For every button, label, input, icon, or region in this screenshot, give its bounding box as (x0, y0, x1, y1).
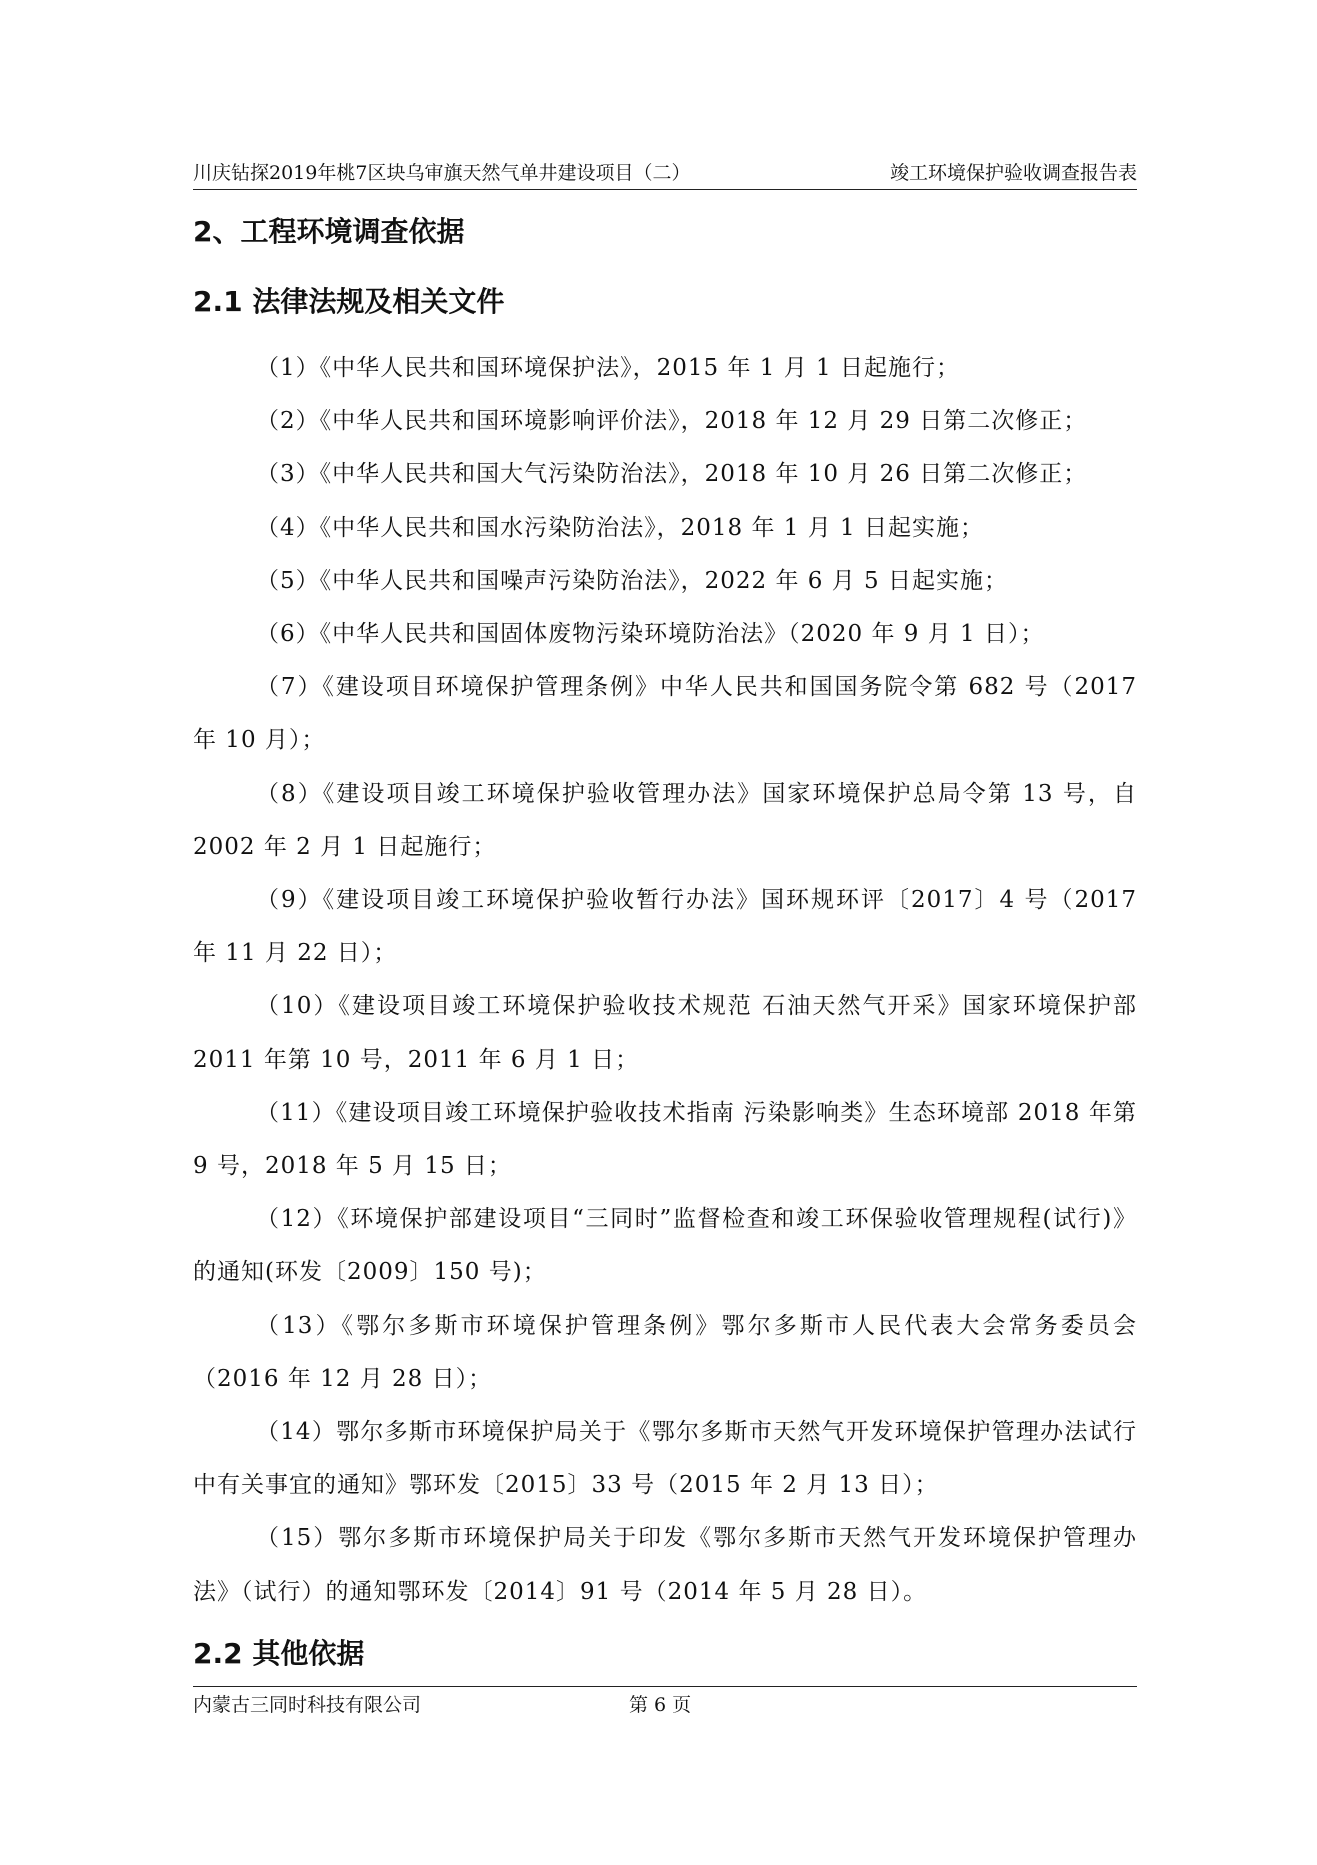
list-item: （11）《建设项目竣工环境保护验收技术指南 污染影响类》生态环境部 2018 年第 9 号，2018 年 5 月 15 日； (193, 1099, 1137, 1180)
list-item: （9）《建设项目竣工环境保护验收暂行办法》国环规环评〔2017〕4 号（2017 年 11 月 22 日）； (193, 887, 1137, 967)
list-item: （15）鄂尔多斯市环境保护局关于印发《鄂尔多斯市天然气开发环境保护管理办法》（试行）的通知鄂环发〔2014〕91 号（2014 年 5 月 28 日）。 (193, 1525, 1137, 1605)
list-item: （8）《建设项目竣工环境保护验收管理办法》国家环境保护总局令第 13 号，自 2002 年 2 月 1 日起施行； (193, 780, 1137, 860)
list-item: （1）《中华人民共和国环境保护法》，2015 年 1 月 1 日起施行； (256, 355, 960, 381)
header-report-type: 竣工环境保护验收调查报告表 (889, 162, 1137, 184)
page-header (193, 160, 1137, 186)
section-title: 2、工程环境调查依据 (193, 215, 465, 248)
header-project-title: 川庆钻探2019年桃7区块乌审旗天然气单井建设项目（二） (193, 162, 691, 184)
footer-company: 内蒙古三同时科技有限公司 (193, 1694, 422, 1716)
list-item: （10）《建设项目竣工环境保护验收技术规范 石油天然气开采》国家环境保护部 2011 年第 10 号，2011 年 6 月 1 日； (193, 993, 1137, 1073)
page-footer (193, 1692, 1137, 1718)
subsection-title-laws: 2.1 法律法规及相关文件 (193, 285, 505, 318)
list-item: （2）《中华人民共和国环境影响评价法》，2018 年 12 月 29 日第二次修正； (256, 408, 1088, 435)
list-item: （5）《中华人民共和国噪声污染防治法》，2022 年 6 月 5 日起实施； (256, 567, 1008, 594)
list-item: （14）鄂尔多斯市环境保护局关于《鄂尔多斯市天然气开发环境保护管理办法试行中有关事宜的通知》鄂环发〔2015〕33 号（2015 年 2 月 13 日）； (193, 1419, 1137, 1499)
list-item: （7）《建设项目环境保护管理条例》中华人民共和国国务院令第 682 号（2017 年 10 月）； (193, 674, 1137, 754)
footer-divider (193, 1686, 1137, 1687)
subsection-title-other: 2.2 其他依据 (193, 1637, 365, 1670)
list-item: （3）《中华人民共和国大气污染防治法》，2018 年 10 月 26 日第二次修正； (256, 461, 1088, 488)
list-item: （12）《环境保护部建设项目“三同时”监督检查和竣工环保验收管理规程(试行)》的通知(环发〔2009〕150 号)； (193, 1206, 1137, 1286)
header-divider (193, 189, 1137, 190)
list-item: （4）《中华人民共和国水污染防治法》，2018 年 1 月 1 日起实施； (256, 514, 984, 541)
page-number: 第 6 页 (629, 1694, 692, 1716)
regulation-list (193, 342, 1137, 1619)
list-item: （6）《中华人民共和国固体废物污染环境防治法》（2020 年 9 月 1 日）； (256, 621, 1045, 648)
list-item: （13）《鄂尔多斯市环境保护管理条例》鄂尔多斯市人民代表大会常务委员会（2016 年 12 月 28 日）； (193, 1312, 1137, 1392)
